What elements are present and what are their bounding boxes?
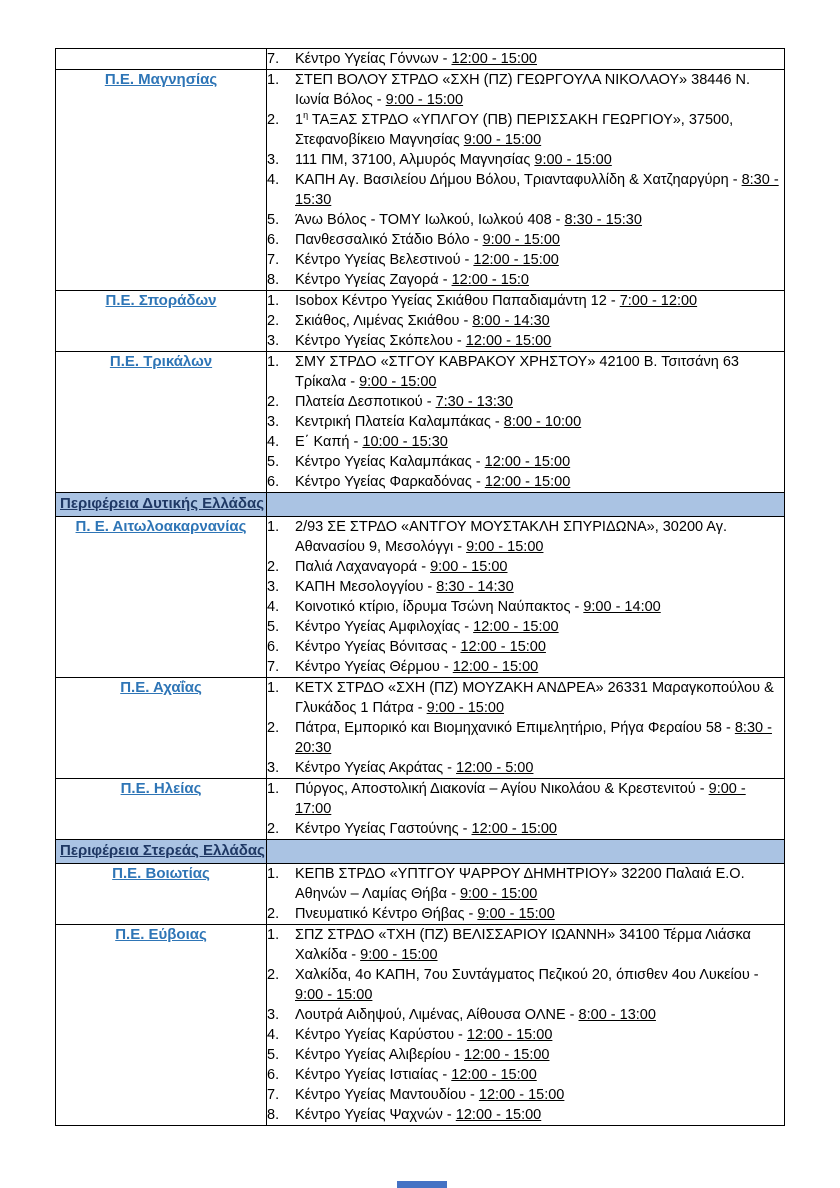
section-header-cell — [56, 493, 267, 517]
section-header-label: Περιφέρεια Δυτικής Ελλάδας — [60, 495, 265, 512]
schedule-item — [267, 311, 784, 331]
item-text — [295, 311, 784, 331]
item-location-text: Κέντρο Υγείας Καρύστου - — [295, 1027, 467, 1043]
item-hours: 9:00 - 15:00 — [385, 92, 464, 108]
items-cell — [267, 70, 785, 291]
items-cell — [267, 517, 785, 678]
item-text — [295, 577, 784, 597]
item-location-text: ΚΕΠΒ ΣΤΡΔΟ «ΥΠΤΓΟΥ ΨΑΡΡΟΥ ΔΗΜΗΤΡΙΟΥ» 32200 Παλαιά Ε.Ο. Αθηνών – Λαμίας Θήβα - — [295, 866, 745, 902]
item-number: 1. — [267, 680, 280, 696]
item-number: 3. — [267, 760, 280, 776]
item-hours: 12:00 - 15:00 — [473, 619, 559, 635]
schedule-item — [267, 331, 784, 351]
item-text — [295, 1065, 784, 1085]
item-text — [295, 718, 784, 758]
schedule-item — [267, 70, 784, 110]
item-text — [295, 557, 784, 577]
item-number: 1. — [267, 293, 280, 309]
schedule-item — [267, 718, 784, 758]
region-cell — [56, 925, 267, 1126]
schedule-item — [267, 1025, 784, 1045]
item-text — [295, 49, 784, 69]
item-text — [295, 1105, 784, 1125]
item-location-text: Πνευματικό Κέντρο Θήβας - — [295, 906, 478, 922]
item-number: 4. — [267, 599, 280, 615]
section-header-row — [56, 840, 785, 864]
item-hours: 12:00 - 15:00 — [451, 51, 537, 67]
item-hours: 9:00 - 14:00 — [583, 599, 661, 615]
item-superscript: η — [303, 110, 309, 121]
region-cell — [56, 864, 267, 925]
schedule-item — [267, 49, 784, 69]
item-location-text: Κέντρο Υγείας Γόννων - — [295, 51, 452, 67]
item-number: 7. — [267, 659, 280, 675]
region-link[interactable]: Π.Ε. Ηλείας — [120, 780, 202, 797]
region-row — [56, 779, 785, 840]
item-hours: 9:00 - 15:00 — [459, 886, 538, 902]
item-hours: 9:00 - 15:00 — [359, 374, 437, 390]
schedule-item — [267, 1105, 784, 1125]
schedule-item — [267, 1045, 784, 1065]
item-location-text: Άνω Βόλος - ΤΟΜΥ Ιωλκού, Ιωλκού 408 - — [295, 212, 565, 228]
schedule-item — [267, 864, 784, 904]
item-location-text: Κέντρο Υγείας Γαστούνης - — [295, 821, 472, 837]
region-row — [56, 517, 785, 678]
item-hours: 12:00 - 15:00 — [451, 1067, 537, 1083]
schedule-item — [267, 758, 784, 778]
item-number: 2. — [267, 821, 280, 837]
item-location-text: Παλιά Λαχαναγορά - — [295, 559, 431, 575]
region-cell — [56, 49, 267, 70]
item-number: 5. — [267, 1047, 280, 1063]
item-location-text: Isobox Κέντρο Υγείας Σκιάθου Παπαδιαμάντη 12 - — [295, 293, 620, 309]
item-number: 2. — [267, 559, 280, 575]
item-text — [295, 758, 784, 778]
item-text — [295, 864, 784, 904]
items-cell — [267, 678, 785, 779]
item-location-text: Κέντρο Υγείας Ιστιαίας - — [295, 1067, 452, 1083]
item-text — [295, 210, 784, 230]
item-number: 4. — [267, 1027, 280, 1043]
item-text — [295, 904, 784, 924]
item-number: 3. — [267, 414, 280, 430]
region-link[interactable]: Π.Ε. Μαγνησίας — [104, 71, 218, 88]
item-number: 1. — [267, 519, 280, 535]
item-text — [295, 517, 784, 557]
item-location-text: ΣΠΖ ΣΤΡΔΟ «ΤΧΗ (ΠΖ) ΒΕΛΙΣΣΑΡΙΟΥ ΙΩΑΝΝΗ» 34100 Τέρμα Λιάσκα Χαλκίδα - — [295, 927, 751, 963]
item-number: 2. — [267, 313, 280, 329]
item-hours: 12:00 - 15:00 — [455, 1107, 542, 1123]
item-number: 2. — [267, 394, 280, 410]
item-number: 6. — [267, 474, 280, 490]
item-text — [295, 779, 784, 819]
page-footer-marker — [397, 1181, 447, 1188]
item-location-text: Πανθεσσαλικό Στάδιο Βόλο - — [295, 232, 483, 248]
item-location-text: Κέντρο Υγείας Μαντουδίου - — [295, 1087, 479, 1103]
item-location-text: Λουτρά Αιδηψού, Λιμένας, Αίθουσα ΟΛΝΕ - — [295, 1007, 579, 1023]
item-hours: 12:00 - 15:00 — [452, 659, 539, 675]
item-hours: 9:00 - 15:00 — [295, 987, 373, 1003]
item-text — [295, 432, 784, 452]
item-location-text: ΚΕΤΧ ΣΤΡΔΟ «ΣΧΗ (ΠΖ) ΜΟΥΖΑΚΗ ΑΝΔΡΕΑ» 26331 Μαραγκοπούλου & Γλυκάδος 1 Πάτρα - — [295, 680, 774, 716]
item-number: 3. — [267, 152, 280, 168]
item-text — [295, 70, 784, 110]
schedule-item — [267, 678, 784, 718]
item-number: 2. — [267, 967, 280, 983]
schedule-item — [267, 925, 784, 965]
item-location-text: Κέντρο Υγείας Ψαχνών - — [295, 1107, 456, 1123]
item-hours: 12:00 - 15:00 — [471, 821, 557, 837]
item-number: 8. — [267, 272, 280, 288]
schedule-item — [267, 779, 784, 819]
item-text — [295, 657, 784, 677]
item-text — [295, 412, 784, 432]
item-number: 4. — [267, 434, 280, 450]
item-location-text: Κεντρική Πλατεία Καλαμπάκας - — [295, 414, 504, 430]
items-cell — [267, 291, 785, 352]
item-location-text: Κέντρο Υγείας Σκόπελου - — [295, 333, 466, 349]
schedule-item — [267, 110, 784, 150]
item-location-text: Κέντρο Υγείας Βελεστινού - — [295, 252, 474, 268]
item-number: 4. — [267, 172, 280, 188]
schedule-item — [267, 1065, 784, 1085]
section-header-row — [56, 493, 785, 517]
item-number: 3. — [267, 333, 280, 349]
item-hours: 7:00 - 12:00 — [619, 293, 698, 309]
region-link[interactable]: Π.Ε. Εύβοιας — [115, 926, 207, 943]
item-text — [295, 472, 784, 492]
item-location-text: ΚΑΠΗ Μεσολογγίου - — [295, 579, 437, 595]
item-hours: 7:30 - 13:30 — [435, 394, 513, 410]
item-hours: 8:30 - 15:30 — [564, 212, 642, 228]
item-text — [295, 1005, 784, 1025]
item-hours: 9:00 - 15:00 — [430, 559, 508, 575]
region-link[interactable]: Π.Ε. Αχαΐας — [120, 679, 202, 696]
item-hours: 12:00 - 15:00 — [464, 1047, 550, 1063]
item-location-text: Κέντρο Υγείας Αλιβερίου - — [295, 1047, 465, 1063]
item-location-text: ΚΑΠΗ Αγ. Βασιλείου Δήμου Βόλου, Τριανταφυλλίδη & Χατζηαργύρη - — [295, 172, 742, 188]
item-number: 6. — [267, 639, 280, 655]
item-hours: 12:00 - 5:00 — [456, 760, 534, 776]
schedule-item — [267, 617, 784, 637]
item-number: 6. — [267, 1067, 280, 1083]
item-text — [295, 637, 784, 657]
schedule-table-body — [56, 49, 785, 1126]
item-text — [295, 392, 784, 412]
item-number: 8. — [267, 1107, 280, 1123]
item-hours: 9:00 - 15:00 — [463, 132, 542, 148]
item-number: 2. — [267, 112, 280, 128]
item-text — [295, 250, 784, 270]
item-location-text: ΣΜΥ ΣΤΡΔΟ «ΣΤΓΟΥ ΚΑΒΡΑΚΟΥ ΧΡΗΣΤΟΥ» 42100 Β. Τσιτσάνη 63 Τρίκαλα - — [295, 354, 739, 390]
item-hours: 12:00 - 15:00 — [465, 333, 552, 349]
item-hours: 8:30 - 20:30 — [295, 720, 772, 756]
schedule-item — [267, 170, 784, 210]
item-text — [295, 965, 784, 1005]
schedule-item — [267, 577, 784, 597]
item-number: 1. — [267, 72, 280, 88]
region-link[interactable]: Π. Ε. Αιτωλοακαρνανίας — [75, 518, 247, 535]
item-text — [295, 352, 784, 392]
item-number: 7. — [267, 1087, 280, 1103]
item-text-pre: 1 — [295, 112, 304, 128]
item-location-text: Πάτρα, Εμπορικό και Βιομηχανικό Επιμελητήριο, Ρήγα Φεραίου 58 - — [295, 720, 735, 736]
region-cell — [56, 779, 267, 840]
item-location-text: ΣΤΕΠ ΒΟΛΟΥ ΣΤΡΔΟ «ΣΧΗ (ΠΖ) ΓΕΩΡΓΟΥΛΑ ΝΙΚΟΛΑΟΥ» 38446 Ν. Ιωνία Βόλος - — [295, 72, 750, 108]
region-row — [56, 925, 785, 1126]
items-cell — [267, 925, 785, 1126]
schedule-item — [267, 819, 784, 839]
section-header-empty-cell — [267, 493, 785, 517]
items-cell — [267, 779, 785, 840]
schedule-item — [267, 452, 784, 472]
item-location-text: Κέντρο Υγείας Ακράτας - — [295, 760, 457, 776]
item-text — [295, 678, 784, 718]
item-number: 1. — [267, 781, 280, 797]
item-text — [295, 1045, 784, 1065]
region-link[interactable]: Π.Ε. Σποράδων — [105, 292, 217, 309]
item-hours: 9:00 - 15:00 — [482, 232, 560, 248]
region-row — [56, 678, 785, 779]
region-row — [56, 49, 785, 70]
schedule-item — [267, 392, 784, 412]
item-number: 1. — [267, 354, 280, 370]
item-hours: 8:00 - 10:00 — [503, 414, 582, 430]
section-header-label: Περιφέρεια Στερεάς Ελλάδας — [60, 842, 265, 859]
item-location-text: Κέντρο Υγείας Φαρκαδόνας - — [295, 474, 485, 490]
region-cell — [56, 352, 267, 493]
schedule-table — [55, 48, 785, 1126]
region-link[interactable]: Π.Ε. Βοιωτίας — [112, 865, 210, 882]
region-cell — [56, 291, 267, 352]
item-hours: 12:00 - 15:00 — [484, 454, 571, 470]
item-number: 1. — [267, 866, 280, 882]
item-text — [295, 291, 784, 311]
schedule-item — [267, 432, 784, 452]
item-text — [295, 110, 784, 150]
item-number: 3. — [267, 579, 280, 595]
item-text — [295, 170, 784, 210]
item-text — [295, 452, 784, 472]
item-text — [295, 1025, 784, 1045]
schedule-item — [267, 657, 784, 677]
item-location-text: Πλατεία Δεσποτικού - — [295, 394, 436, 410]
region-cell — [56, 70, 267, 291]
region-link[interactable]: Π.Ε. Τρικάλων — [109, 353, 213, 370]
item-text — [295, 819, 784, 839]
region-row — [56, 864, 785, 925]
schedule-item — [267, 637, 784, 657]
schedule-item — [267, 210, 784, 230]
item-hours: 12:00 - 15:0 — [451, 272, 529, 288]
item-location-text: Κέντρο Υγείας Θέρμου - — [295, 659, 453, 675]
item-location-text: 111 ΠΜ, 37100, Αλμυρός Μαγνησίας — [295, 152, 535, 168]
item-hours: 9:00 - 15:00 — [477, 906, 555, 922]
item-location-text: Πύργος, Αποστολική Διακονία – Αγίου Νικολάου & Κρεστενιτού - — [295, 781, 709, 797]
item-hours: 12:00 - 15:00 — [484, 474, 571, 490]
items-cell — [267, 352, 785, 493]
item-hours: 12:00 - 15:00 — [466, 1027, 553, 1043]
schedule-item — [267, 597, 784, 617]
region-cell — [56, 678, 267, 779]
item-number: 5. — [267, 212, 280, 228]
section-header-empty-cell — [267, 840, 785, 864]
item-hours: 9:00 - 15:00 — [466, 539, 544, 555]
item-location-text: Κοινοτικό κτίριο, ίδρυμα Τσώνη Ναύπακτος - — [295, 599, 584, 615]
item-hours: 10:00 - 15:30 — [362, 434, 448, 450]
item-hours: 12:00 - 15:00 — [460, 639, 546, 655]
item-number: 2. — [267, 906, 280, 922]
item-number: 7. — [267, 252, 280, 268]
schedule-item — [267, 291, 784, 311]
schedule-item — [267, 1085, 784, 1105]
item-number: 7. — [267, 51, 280, 67]
item-location-text: Ε΄ Καπή - — [295, 434, 363, 450]
item-hours: 9:00 - 15:00 — [534, 152, 612, 168]
item-hours: 9:00 - 15:00 — [360, 947, 438, 963]
region-row — [56, 352, 785, 493]
schedule-item — [267, 517, 784, 557]
item-text — [295, 925, 784, 965]
item-hours: 9:00 - 15:00 — [426, 700, 505, 716]
item-hours: 8:30 - 15:30 — [295, 172, 779, 208]
item-text — [295, 1085, 784, 1105]
schedule-item — [267, 557, 784, 577]
item-number: 1. — [267, 927, 280, 943]
schedule-item — [267, 352, 784, 392]
schedule-item — [267, 472, 784, 492]
schedule-item — [267, 230, 784, 250]
item-text — [295, 331, 784, 351]
item-location-text: ΤΑΞΑΣ ΣΤΡΔΟ «ΥΠΛΓΟΥ (ΠΒ) ΠΕΡΙΣΣΑΚΗ ΓΕΩΡΓΙΟΥ», 37500, Στεφανοβίκειο Μαγνησίας — [295, 112, 734, 148]
section-header-cell — [56, 840, 267, 864]
schedule-item — [267, 412, 784, 432]
item-hours: 8:30 - 14:30 — [436, 579, 514, 595]
item-text — [295, 270, 784, 290]
items-cell — [267, 864, 785, 925]
item-location-text: Κέντρο Υγείας Βόνιτσας - — [295, 639, 461, 655]
item-number: 5. — [267, 454, 280, 470]
item-hours: 9:00 - 17:00 — [295, 781, 746, 817]
schedule-item — [267, 904, 784, 924]
item-text — [295, 230, 784, 250]
schedule-item — [267, 150, 784, 170]
region-row — [56, 70, 785, 291]
item-number: 3. — [267, 1007, 280, 1023]
schedule-item — [267, 270, 784, 290]
item-text — [295, 150, 784, 170]
schedule-item — [267, 1005, 784, 1025]
item-hours: 12:00 - 15:00 — [473, 252, 559, 268]
item-location-text: 2/93 ΣΕ ΣΤΡΔΟ «ΑΝΤΓΟΥ ΜΟΥΣΤΑΚΛΗ ΣΠΥΡΙΔΩΝΑ», 30200 Αγ. Αθανασίου 9, Μεσολόγγι - — [295, 519, 727, 555]
item-hours: 8:00 - 13:00 — [578, 1007, 656, 1023]
item-location-text: Χαλκίδα, 4ο ΚΑΠΗ, 7ου Συντάγματος Πεζικού 20, όπισθεν 4ου Λυκείου - — [295, 967, 759, 983]
item-number: 2. — [267, 720, 280, 736]
item-hours: 8:00 - 14:30 — [472, 313, 550, 329]
items-cell — [267, 49, 785, 70]
item-location-text: Κέντρο Υγείας Αμφιλοχίας - — [295, 619, 474, 635]
schedule-item — [267, 250, 784, 270]
item-number: 6. — [267, 232, 280, 248]
item-text — [295, 597, 784, 617]
item-location-text: Σκιάθος, Λιμένας Σκιάθου - — [295, 313, 473, 329]
schedule-item — [267, 965, 784, 1005]
region-row — [56, 291, 785, 352]
item-number: 5. — [267, 619, 280, 635]
region-cell — [56, 517, 267, 678]
item-text — [295, 617, 784, 637]
item-hours: 12:00 - 15:00 — [478, 1087, 565, 1103]
item-location-text: Κέντρο Υγείας Καλαμπάκας - — [295, 454, 485, 470]
item-location-text: Κέντρο Υγείας Ζαγορά - — [295, 272, 452, 288]
